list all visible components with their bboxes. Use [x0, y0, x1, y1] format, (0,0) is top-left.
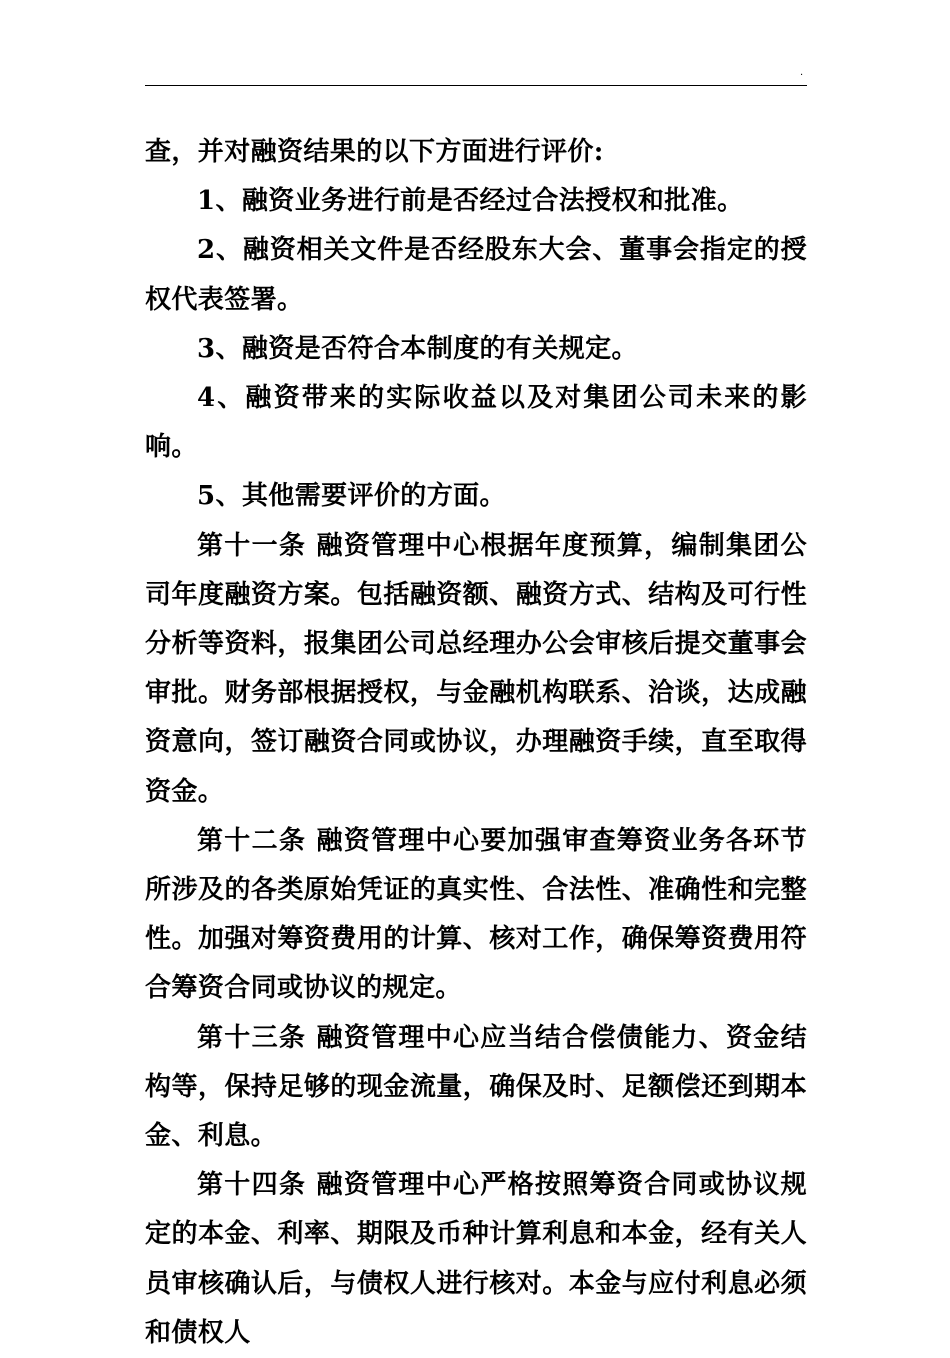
list-item-4: 4、融资带来的实际收益以及对集团公司未来的影响。 [145, 383, 807, 463]
article-14: 第十四条 融资管理中心严格按照筹资合同或协议规定的本金、利率、期限及币种计算利息和本金，经有关人员审核确认后，与债权人进行核对。本金与应付利息必须和债权人 [145, 1170, 807, 1348]
list-item-3: 3、融资是否符合本制度的有关规定。 [197, 333, 638, 364]
list-item-1: 1、融资业务进行前是否经过合法授权和批准。 [197, 186, 744, 217]
article-13: 第十三条 融资管理中心应当结合偿债能力、资金结构等，保持足够的现金流量，确保及时、足额偿还到期本金、利息。 [145, 1022, 807, 1152]
list-item-5: 5、其他需要评价的方面。 [197, 481, 506, 512]
article-11: 第十一条 融资管理中心根据年度预算，编制集团公司年度融资方案。包括融资额、融资方式、结构及可行性分析等资料，报集团公司总经理办公会审核后提交董事会审批。财务部根据授权，与金融机构联系、洽谈，达成融资意向，签订融资合同或协议，办理融资手续，直至取得资金。 [145, 530, 807, 807]
document-body [145, 128, 807, 1358]
list-item-2: 2、融资相关文件是否经股东大会、董事会指定的授权代表签署。 [145, 235, 807, 315]
header-mark: . [800, 67, 804, 78]
paragraph-continuation: 查，并对融资结果的以下方面进行评价: [145, 137, 604, 167]
article-12: 第十二条 融资管理中心要加强审查筹资业务各环节所涉及的各类原始凭证的真实性、合法性、准确性和完整性。加强对筹资费用的计算、核对工作，确保筹资费用符合筹资合同或协议的规定。 [145, 825, 807, 1004]
header-rule [145, 85, 807, 86]
